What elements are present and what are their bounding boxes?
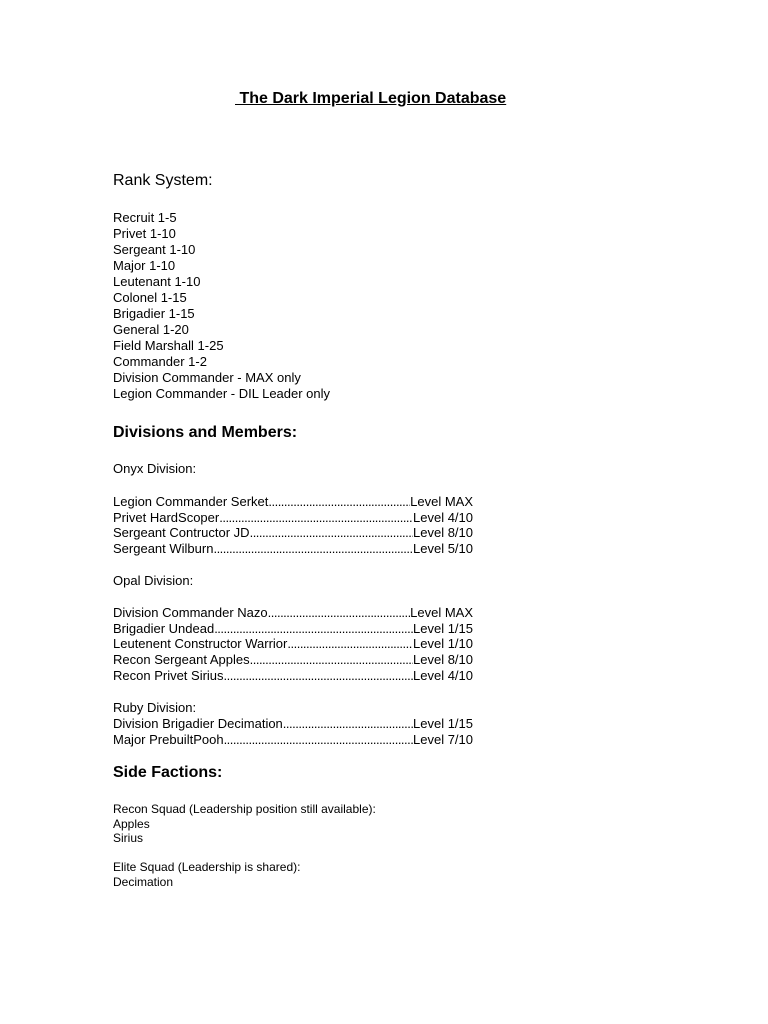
rank-item: Brigadier 1-15 <box>113 306 195 321</box>
member-row <box>113 525 473 541</box>
dot-leader <box>224 668 413 684</box>
faction-label-recon: Recon Squad (Leadership position still available): <box>113 802 376 816</box>
rank-item: Commander 1-2 <box>113 354 207 369</box>
dot-leader <box>268 494 410 510</box>
rank-item: Sergeant 1-10 <box>113 242 196 257</box>
rank-item: General 1-20 <box>113 322 189 337</box>
member-level: Level MAX <box>410 605 473 620</box>
member-name: Division Commander Nazo <box>113 605 268 620</box>
member-name: Major PrebuiltPooh <box>113 731 224 747</box>
member-name: Brigadier Undead <box>113 620 215 636</box>
recon-squad-block <box>113 802 376 846</box>
opal-member-list <box>113 605 473 683</box>
member-level: Level 8/10 <box>413 652 473 668</box>
member-name: Sergeant Contructor JD <box>113 525 250 541</box>
division-label-ruby: Ruby Division: <box>113 700 197 715</box>
member-name: Leutenent Constructor Warrior <box>113 636 288 652</box>
member-level: Level 1/15 <box>413 716 473 731</box>
dot-leader <box>214 621 413 637</box>
faction-member: Sirius <box>113 831 144 845</box>
member-level: Level 1/10 <box>413 636 473 652</box>
member-row <box>113 732 473 748</box>
rank-item: Colonel 1-15 <box>113 290 187 305</box>
member-level: Level 4/10 <box>413 667 473 683</box>
member-level: Level MAX <box>410 494 473 509</box>
member-row <box>113 494 473 510</box>
member-level: Level 7/10 <box>413 731 473 747</box>
member-name: Legion Commander Serket <box>113 494 269 509</box>
member-level: Level 8/10 <box>413 525 473 541</box>
member-row <box>113 510 473 526</box>
rank-item: Privet 1-10 <box>113 226 176 241</box>
dot-leader <box>250 652 413 668</box>
rank-item: Leutenant 1-10 <box>113 274 201 289</box>
dot-leader <box>287 636 413 652</box>
divisions-heading: Divisions and Members: <box>113 424 298 441</box>
onyx-member-list <box>113 494 473 557</box>
member-row <box>113 668 473 684</box>
member-name: Division Brigadier Decimation <box>113 716 283 731</box>
member-name: Recon Privet Sirius <box>113 667 224 683</box>
faction-member: Apples <box>113 816 150 831</box>
member-level: Level 1/15 <box>413 620 473 636</box>
faction-label-elite: Elite Squad (Leadership is shared): <box>113 860 301 874</box>
member-name: Sergeant Wilburn <box>113 541 214 557</box>
faction-member: Decimation <box>113 874 174 889</box>
member-level: Level 4/10 <box>413 509 473 525</box>
rank-system-heading: Rank System: <box>113 172 213 189</box>
member-row <box>113 652 473 668</box>
dot-leader <box>213 541 413 557</box>
member-row <box>113 716 473 732</box>
ruby-member-list <box>113 716 473 747</box>
division-label-opal: Opal Division: <box>113 573 194 588</box>
rank-item: Division Commander - MAX only <box>113 370 301 385</box>
member-row <box>113 621 473 637</box>
member-name: Privet HardScoper <box>113 509 220 525</box>
rank-list <box>113 210 330 402</box>
member-name: Recon Sergeant Apples <box>113 652 250 668</box>
dot-leader <box>250 525 413 541</box>
division-label-onyx: Onyx Division: <box>113 461 197 476</box>
member-row <box>113 541 473 557</box>
dot-leader <box>224 732 413 748</box>
member-row <box>113 605 473 621</box>
rank-item: Field Marshall 1-25 <box>113 338 224 353</box>
dot-leader <box>219 510 413 526</box>
elite-squad-block <box>113 860 300 889</box>
rank-item: Major 1-10 <box>113 258 176 273</box>
dot-leader <box>268 605 411 621</box>
document-title: The Dark Imperial Legion Database <box>235 90 507 107</box>
dot-leader <box>283 716 413 732</box>
member-row <box>113 636 473 652</box>
side-factions-heading: Side Factions: <box>113 764 223 781</box>
rank-item: Recruit 1-5 <box>113 210 177 225</box>
rank-item: Legion Commander - DIL Leader only <box>113 386 331 401</box>
member-level: Level 5/10 <box>413 541 473 557</box>
